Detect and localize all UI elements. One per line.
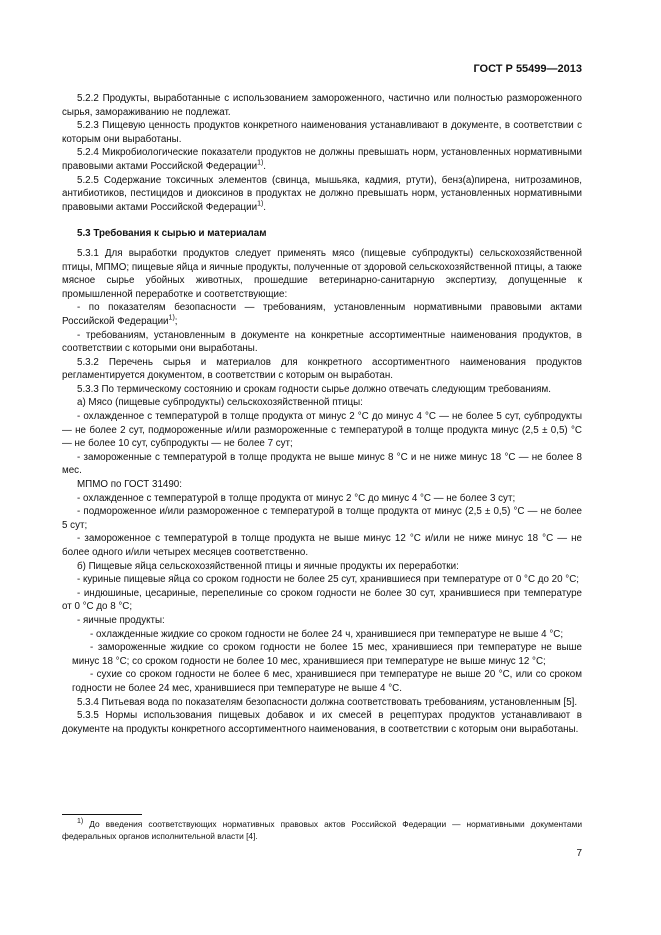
paragraph-5-3-3: 5.3.3 По термическому состоянию и срокам годности сырье должно отвечать следующим требованиям. xyxy=(77,383,551,395)
list-item: - охлажденное с температурой в толще продукта от минус 2 °С до минус 4 °С — не более 3 сут; xyxy=(77,492,516,504)
list-item: - охлажденное с температурой в толще продукта от минус 2 °С до минус 4 °С — не более 5 сут, субпродукты — не более 2 сут, подмороженные и/или размороженные с температурой в толще продукта минус (2,5 ± 0,5) °С — не более 10 сут, субпродукты — не более 7 сут; xyxy=(62,411,582,450)
footnote-ref: 1) xyxy=(257,200,264,208)
footnote-mark: 1) xyxy=(77,818,84,826)
paragraph-5-2-2: 5.2.2 Продукты, выработанные с использованием замороженного, частично или полностью размороженного сырья, замораживанию не подлежат. xyxy=(62,93,582,118)
sub-list-item: - охлажденные жидкие со сроком годности не более 24 ч, хранившиеся при температуре не выше 4 °С; xyxy=(90,628,564,640)
section-heading-5-3: 5.3 Требования к сырью и материалам xyxy=(77,228,267,240)
paragraph-5-3-5: 5.3.5 Нормы использования пищевых добавок и их смесей в рецептурах продуктов устанавливают в документе на продукты конкретного ассортиментного наименования, в соответствии с которым они выработаны. xyxy=(62,710,582,735)
mpmo-title: МПМО по ГОСТ 31490: xyxy=(77,479,182,491)
list-item: - замороженные с температурой в толще продукта не выше минус 8 °С и не ниже минус 18 °С — не более 8 мес. xyxy=(62,451,582,477)
subsection-a-title: а) Мясо (пищевые субпродукты) сельскохозяйственной птицы: xyxy=(77,397,363,409)
list-item: - яичные продукты: xyxy=(77,614,165,626)
paragraph-5-2-4-text: 5.2.4 Микробиологические показатели продуктов не должны превышать норм, установленных нормативными правовыми актами Российской Федерации xyxy=(62,147,582,172)
paragraph-5-3-1: 5.3.1 Для выработки продуктов следует применять мясо (пищевые субпродукты) сельскохозяйственной птицы, МПМО; пищевые яйца и яичные продукты, полученные от здоровой сельскохозяйственной птицы, а также мясное сырье убойных животных, прошедшие ветеринарно-санитарную экспертизу, допущенные к промышленной переработке и соответствующие: xyxy=(62,247,582,300)
list-item: - по показателям безопасности — требованиям, установленным нормативными правовыми актами Российской Федерации$^{1)}$; xyxy=(62,302,582,327)
footnote-ref: 1) xyxy=(168,314,175,322)
paragraph-5-2-4: 5.2.4 Микробиологические показатели продуктов не должны превышать норм, установленных нормативными правовыми актами Российской Федерации$^{1)}$. xyxy=(62,147,582,172)
paragraph-5-3-4: 5.3.4 Питьевая вода по показателям безопасности должна соответствовать требованиям, установленным [5]. xyxy=(77,696,578,708)
list-item: - замороженное с температурой в толще продукта не выше минус 12 °С и/или не ниже минус 18 °С — не более одного и/или четырех месяцев соответственно. xyxy=(62,533,582,558)
footnote-ref: 1) xyxy=(257,159,264,167)
footnote-text: До введения соответствующих нормативных правовых актов Российской Федерации — нормативными документами федеральных органов исполнительной власти [4]. xyxy=(62,819,583,841)
paragraph-5-2-5-text: 5.2.5 Содержание токсичных элементов (свинца, мышьяка, кадмия, ртути), бенз(а)пирена, нитрозаминов, антибиотиков, пестицидов и диоксинов в продуктах не должно превышать норм, установленных нормативными правовыми актами Российской Федерации xyxy=(62,174,582,213)
list-item: - подмороженное и/или размороженное с температурой в толще продукта от минус (2,5 ± 0,5) °С — не более 5 сут; xyxy=(62,506,582,531)
paragraph-5-2-5: 5.2.5 Содержание токсичных элементов (свинца, мышьяка, кадмия, ртути), бенз(а)пирена, нитрозаминов, антибиотиков, пестицидов и диоксинов в продуктах не должно превышать норм, установленных нормативными правовыми актами Российской Федерации$^{1)}$. xyxy=(62,174,582,213)
sub-list-item: - сухие со сроком годности не более 6 мес, хранившиеся при температуре не выше 20 °С, или со сроком годности не более 24 мес, хранившиеся при температуре не выше 4 °С. xyxy=(72,669,582,694)
document-header: ГОСТ Р 55499—2013 xyxy=(473,63,582,75)
subsection-b-title: б) Пищевые яйца сельскохозяйственной птицы и яичные продукты их переработки: xyxy=(77,560,459,572)
page-number: 7 xyxy=(576,848,582,859)
paragraph-5-2-3: 5.2.3 Пищевую ценность продуктов конкретного наименования устанавливают в документе, в соответствии с которым они выработаны. xyxy=(62,120,582,145)
paragraph-5-3-2: 5.3.2 Перечень сырья и материалов для конкретного ассортиментного наименования продуктов регламентируется документом, в соответствии с которым он выработан. xyxy=(62,356,582,382)
sub-list-item: - замороженные жидкие со сроком годности не более 15 мес, хранившиеся при температуре не выше минус 18 °С; со сроком годности не более 10 мес, хранившиеся при температуре не выше минус 12 °С; xyxy=(72,642,582,667)
list-item-text: - по показателям безопасности — требованиям, установленным нормативными правовыми актами Российской Федерации xyxy=(62,302,582,327)
footnote-divider xyxy=(62,814,142,815)
document-body xyxy=(62,92,582,736)
list-item: - требованиям, установленным в документе на конкретные ассортиментные наименования продуктов, в соответствии с которыми они выработаны. xyxy=(62,329,582,355)
list-item: - индюшиные, цесариные, перепелиные со сроком годности не более 30 сут, хранившиеся при температуре от 0 °С до 8 °С; xyxy=(62,587,582,613)
list-item: - куриные пищевые яйца со сроком годности не более 25 сут, хранившиеся при температуре от 0 °С до 20 °С; xyxy=(77,574,579,586)
footnote xyxy=(62,818,582,842)
